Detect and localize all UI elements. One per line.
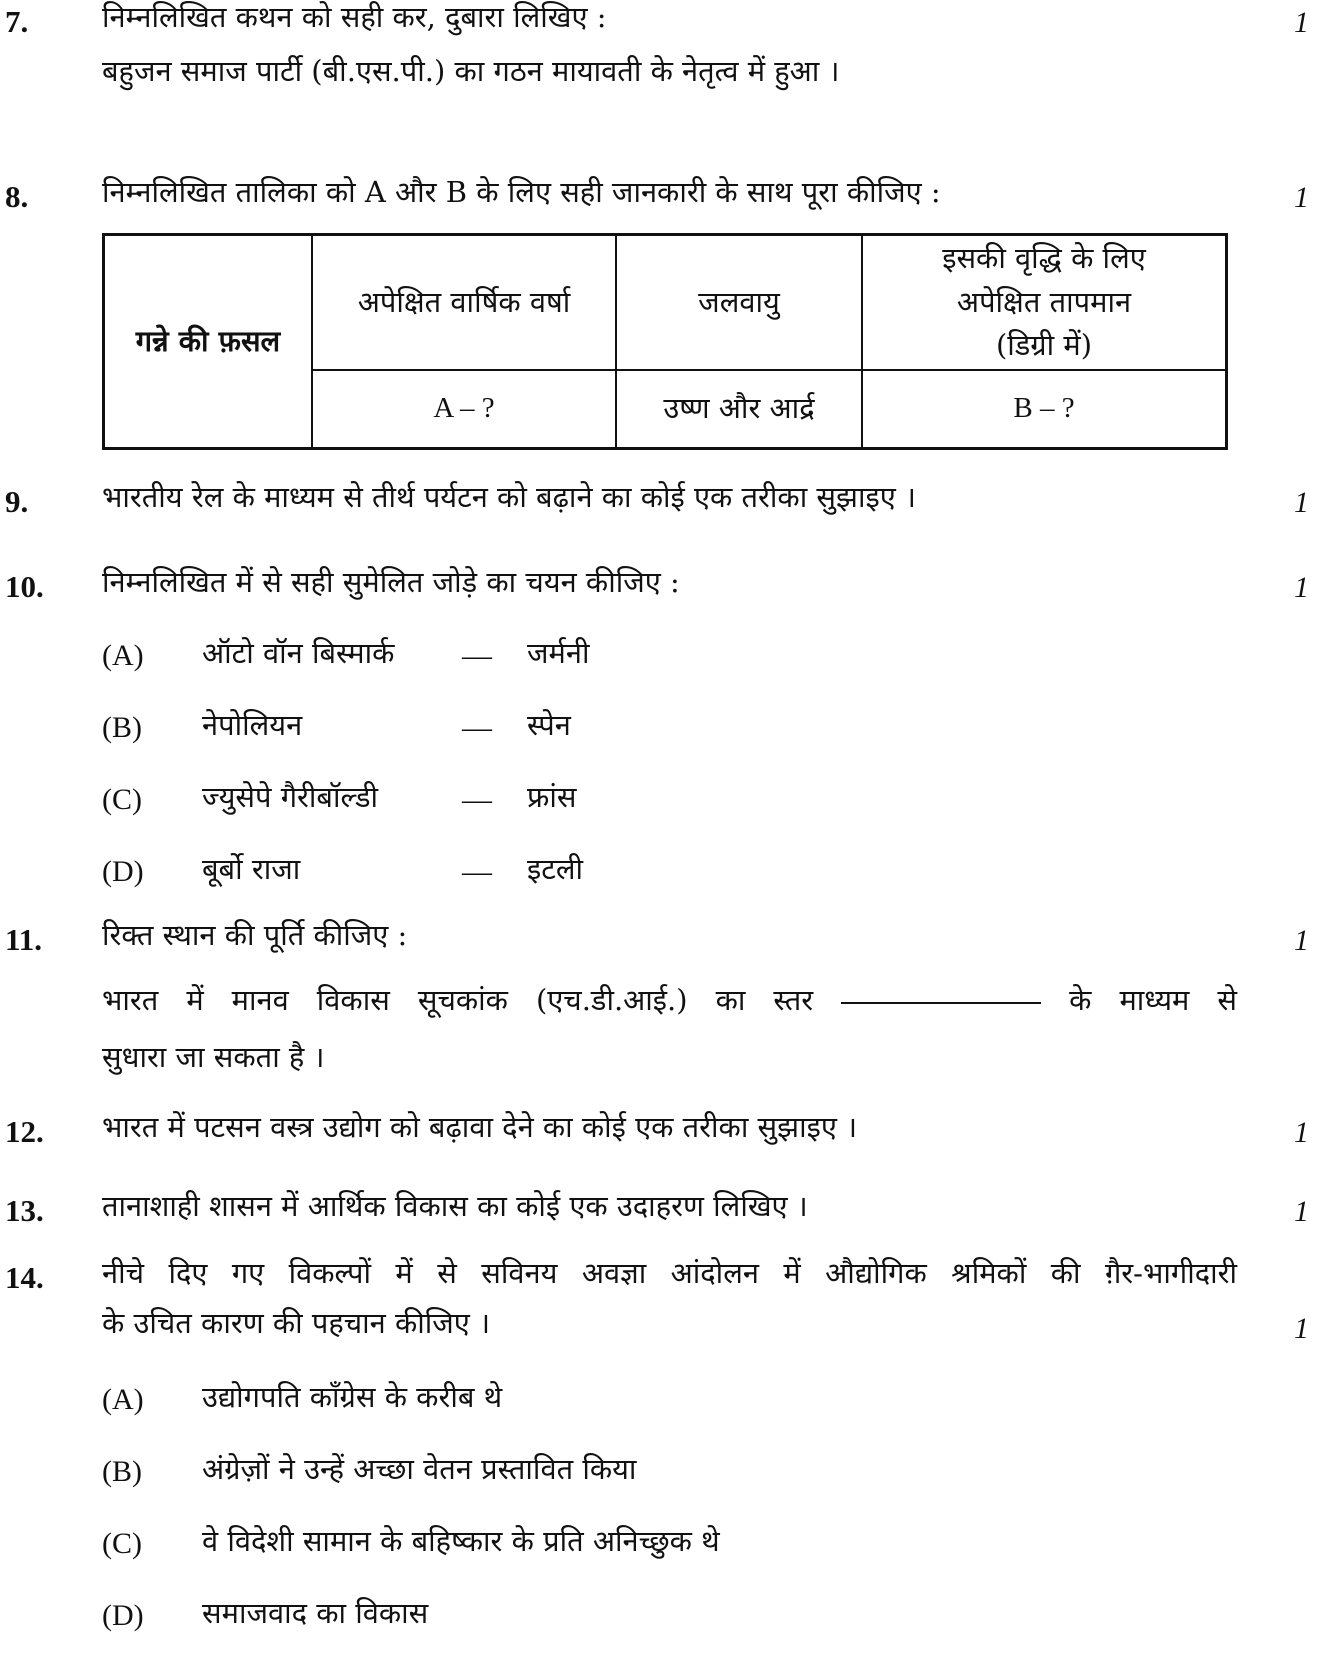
option-person: ज्युसेपे गैरीबॉल्डी	[202, 780, 378, 814]
option-text: अंग्रेज़ों ने उन्हें अच्छा वेतन प्रस्तावित किया	[202, 1452, 637, 1486]
table-header-line: अपेक्षित तापमान	[956, 284, 1132, 319]
option-letter: (D)	[102, 855, 144, 888]
question-number: 10.	[5, 569, 44, 604]
option-country: स्पेन	[527, 708, 571, 742]
fill-blank-text: के माध्यम से	[1069, 983, 1238, 1017]
question-number: 7.	[5, 4, 29, 39]
option-letter: (D)	[102, 1599, 144, 1632]
question-number: 9.	[5, 484, 29, 519]
option-dash: —	[462, 639, 492, 672]
question-text: सुधारा जा सकता है ।	[102, 1040, 325, 1074]
option-dash: —	[462, 855, 492, 888]
question-statement: बहुजन समाज पार्टी (बी.एस.पी.) का गठन मायावती के नेतृत्व में हुआ ।	[102, 54, 840, 88]
marks: 1	[1294, 1312, 1309, 1345]
option-country: जर्मनी	[527, 636, 590, 670]
option-person: ऑटो वॉन बिस्मार्क	[202, 636, 395, 670]
table-row-header: गन्ने की फ़सल	[104, 235, 313, 449]
option-dash: —	[462, 711, 492, 744]
option-letter: (A)	[102, 1383, 144, 1416]
option-letter: (B)	[102, 711, 142, 744]
option-letter: (B)	[102, 1455, 142, 1488]
question-number: 11.	[5, 922, 43, 957]
marks: 1	[1294, 924, 1309, 957]
option-text: वे विदेशी सामान के बहिष्कार के प्रति अनिच्छुक थे	[202, 1524, 720, 1558]
table-header-rainfall: अपेक्षित वार्षिक वर्षा	[312, 235, 616, 370]
question-number: 14.	[5, 1260, 44, 1295]
question-text: नीचे दिए गए विकल्पों में से सविनय अवज्ञा आंदोलन में औद्योगिक श्रमिकों की ग़ैर-भागीदारी	[102, 1256, 1237, 1290]
option-letter: (C)	[102, 1527, 142, 1560]
question-text: भारतीय रेल के माध्यम से तीर्थ पर्यटन को बढ़ाने का कोई एक तरीका सुझाइए ।	[102, 480, 916, 514]
question-text: के उचित कारण की पहचान कीजिए ।	[102, 1306, 491, 1340]
option-person: बूर्बो राजा	[202, 852, 301, 886]
question-text: निम्नलिखित कथन को सही कर, दुबारा लिखिए :	[102, 0, 607, 34]
option-letter: (C)	[102, 783, 142, 816]
table-cell-a: A – ?	[312, 370, 616, 449]
question-number: 13.	[5, 1193, 44, 1228]
marks: 1	[1294, 1116, 1309, 1149]
marks: 1	[1294, 571, 1309, 604]
table-cell-b: B – ?	[862, 370, 1227, 449]
table-header-line: इसकी वृद्धि के लिए	[942, 241, 1146, 275]
table-header-temperature	[862, 235, 1227, 370]
marks: 1	[1294, 181, 1309, 214]
table-cell-climate: उष्ण और आर्द्र	[616, 370, 862, 449]
marks: 1	[1294, 6, 1309, 39]
option-country: इटली	[527, 852, 584, 886]
table-header-line: (डिग्री में)	[995, 328, 1093, 362]
question-text: रिक्त स्थान की पूर्ति कीजिए :	[102, 918, 408, 952]
question-number: 8.	[5, 179, 29, 214]
option-letter: (A)	[102, 639, 144, 672]
data-table	[102, 233, 1228, 450]
option-person: नेपोलियन	[202, 708, 303, 742]
blank-underline	[841, 1001, 1041, 1004]
option-country: फ्रांस	[527, 780, 577, 814]
fill-blank-line	[102, 984, 1237, 1017]
table-header-climate: जलवायु	[616, 235, 862, 370]
option-text: उद्योगपति काँग्रेस के करीब थे	[202, 1380, 503, 1414]
question-text: भारत में पटसन वस्त्र उद्योग को बढ़ावा देने का कोई एक तरीका सुझाइए ।	[102, 1110, 858, 1144]
question-number: 12.	[5, 1114, 44, 1149]
marks: 1	[1294, 486, 1309, 519]
question-text: निम्नलिखित में से सही सुमेलित जोड़े का चयन कीजिए :	[102, 565, 680, 599]
option-dash: —	[462, 783, 492, 816]
option-text: समाजवाद का विकास	[202, 1596, 429, 1630]
fill-blank-text: भारत में मानव विकास सूचकांक (एच.डी.आई.) का स्तर	[102, 983, 814, 1017]
question-text: निम्नलिखित तालिका को A और B के लिए सही जानकारी के साथ पूरा कीजिए :	[102, 175, 941, 209]
question-text: तानाशाही शासन में आर्थिक विकास का कोई एक उदाहरण लिखिए ।	[102, 1189, 808, 1223]
marks: 1	[1294, 1195, 1309, 1228]
